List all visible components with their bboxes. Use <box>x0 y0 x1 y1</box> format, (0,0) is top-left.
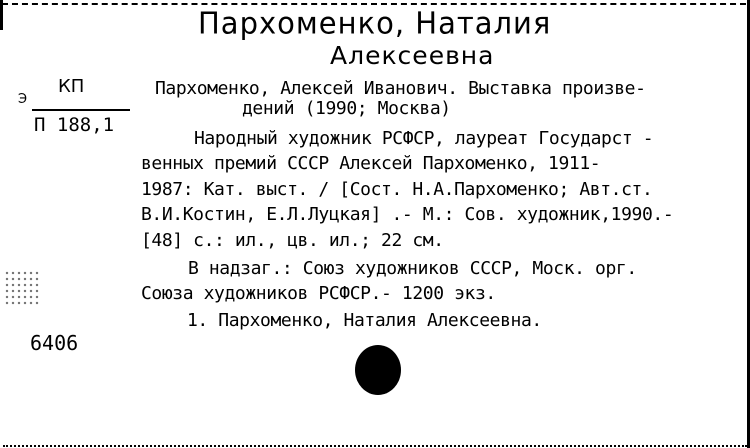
entry-line-7: [48] с.: ил., цв. ил.; 22 см. <box>141 230 444 251</box>
call-number: П 188,1 <box>34 114 115 136</box>
entry-line-8: В надзаг.: Союз художников СССР, Моск. орг. <box>188 258 637 279</box>
handwritten-patronymic: Алексеевна <box>330 41 495 70</box>
left-edge-mark <box>0 0 3 30</box>
entry-line-2: дений (1990; Москва) <box>242 98 451 119</box>
punch-hole <box>355 345 401 395</box>
entry-line-9: Союза художников РСФСР.- 1200 экз. <box>141 283 496 304</box>
entry-line-5: 1987: Кат. выст. / [Сост. Н.А.Пархоменко; Авт.ст. <box>141 179 653 200</box>
entry-line-3: Народный художник РСФСР, лауреат Государст - <box>194 128 654 149</box>
index-code: КП <box>58 76 85 97</box>
handwritten-name: Пархоменко, Наталия <box>198 5 552 41</box>
index-prefix: Э <box>18 92 28 107</box>
entry-line-1: Пархоменко, Алексей Иванович. Выставка произве- <box>155 78 646 99</box>
entry-line-10: 1. Пархоменко, Наталия Алексеевна. <box>187 310 542 331</box>
entry-line-4: венных премий СССР Алексей Пархоменко, 1911- <box>141 153 601 174</box>
bottom-edge-mark <box>3 445 747 447</box>
entry-line-6: В.И.Костин, Е.Л.Луцкая] .- М.: Сов. художник,1990.- <box>141 204 674 225</box>
card-number: 6406 <box>30 331 79 355</box>
index-divider <box>32 109 130 111</box>
scan-noise <box>4 270 40 306</box>
